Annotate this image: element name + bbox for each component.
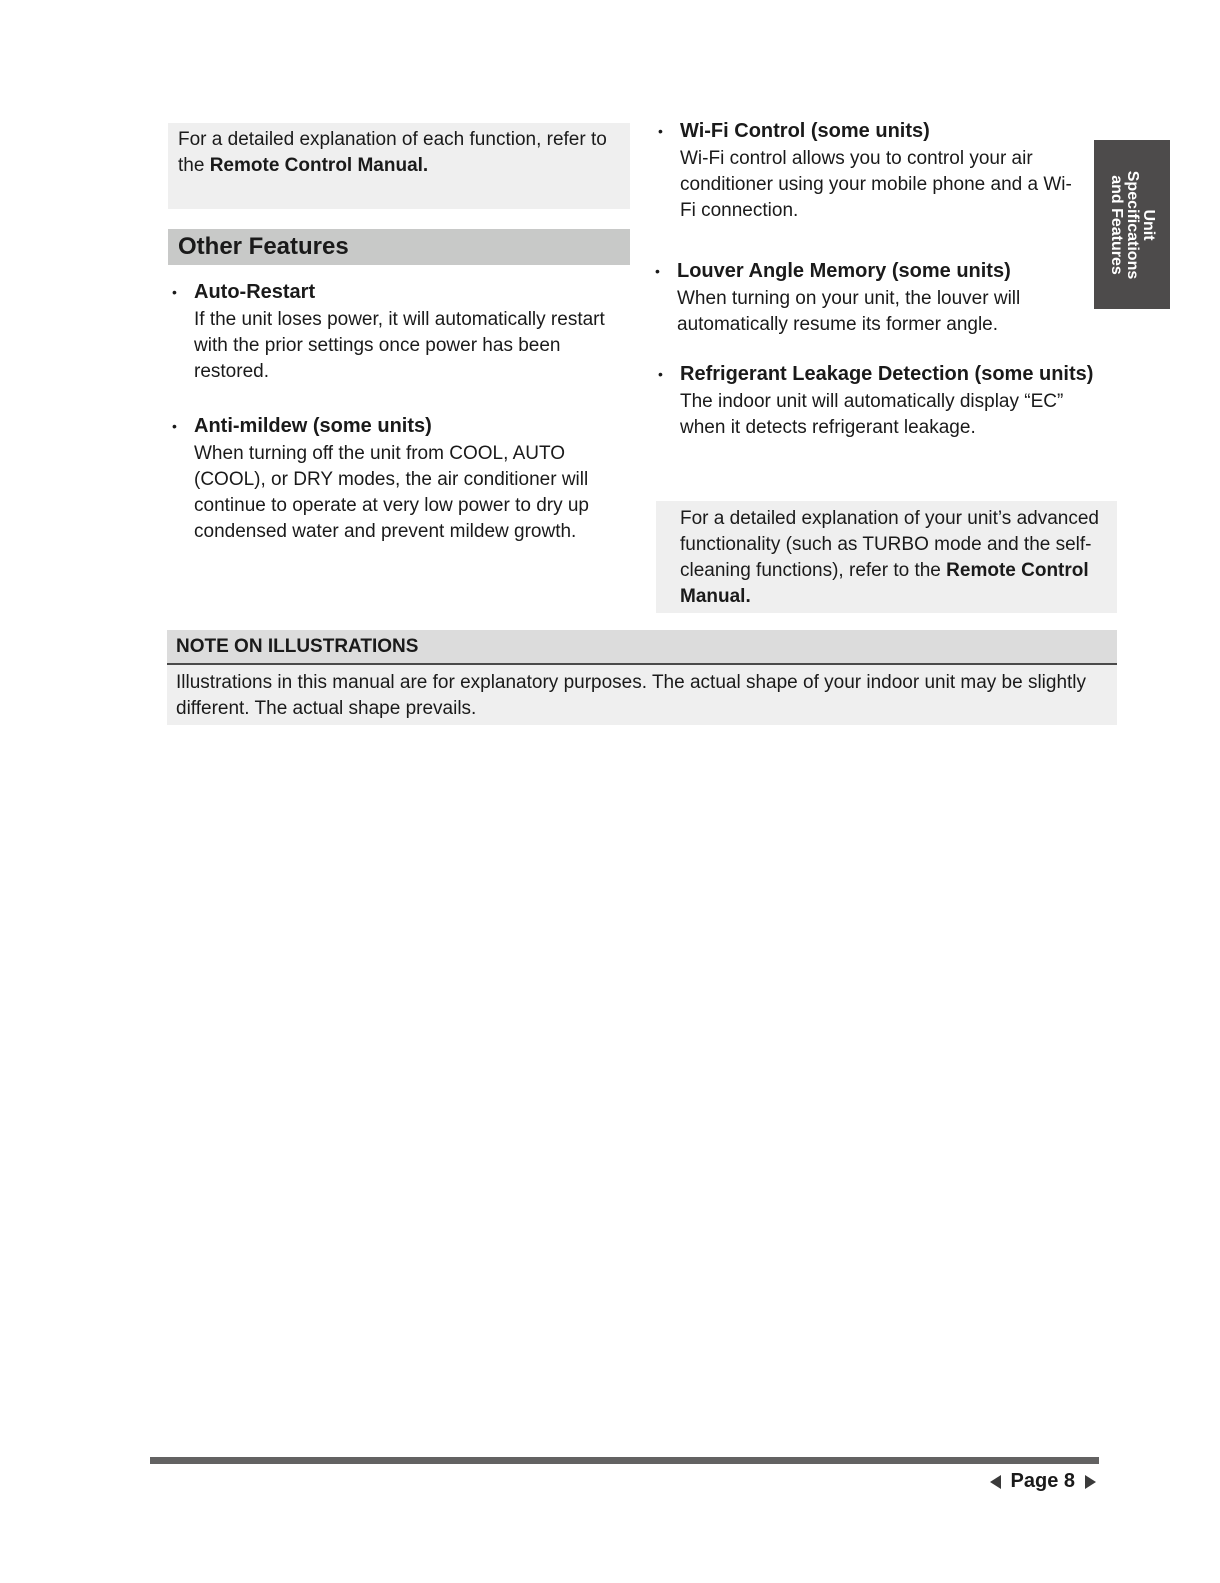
section-side-tab[interactable] (1094, 140, 1170, 309)
page-number: Page 8 (1010, 1470, 1075, 1492)
feature-body: The indoor unit will automatically display “EC” when it detects refrigerant leakage. (680, 391, 1064, 438)
right-note-text: For a detailed explanation of your unit’s advanced functionality (such as TURBO mode and the self-cleaning functions), refer to the (680, 508, 1099, 581)
feature-wifi-control (658, 118, 1080, 224)
feature-anti-mildew (172, 413, 630, 545)
feature-title: Louver Angle Memory (some units) (677, 260, 1011, 282)
feature-body: Wi-Fi control allows you to control your air conditioner using your mobile phone and a Wi-Fi connection. (680, 148, 1072, 221)
feature-body: When turning on your unit, the louver will automatically resume its former angle. (677, 288, 1021, 335)
illustrations-note-heading: NOTE ON ILLUSTRATIONS (167, 630, 1117, 665)
top-note-text: For a detailed explanation of each function, refer to the (178, 129, 607, 176)
illustrations-note (167, 630, 1117, 725)
bullet-icon: • (172, 418, 177, 434)
bullet-icon: • (658, 366, 663, 382)
feature-auto-restart (172, 279, 630, 385)
side-tab-label: Unit Specifications and Features (1108, 170, 1158, 279)
previous-page-arrow-icon[interactable] (990, 1475, 1001, 1489)
feature-title: Anti-mildew (some units) (194, 415, 432, 437)
feature-body: If the unit loses power, it will automatically restart with the prior settings once power has been restored. (194, 309, 605, 382)
bullet-icon: • (172, 284, 177, 300)
illustrations-note-body: Illustrations in this manual are for explanatory purposes. The actual shape of your indoor unit may be slightly different. The actual shape prevails. (167, 665, 1117, 725)
footer-rule (150, 1457, 1099, 1464)
advanced-functionality-note (656, 501, 1117, 613)
feature-title: Wi-Fi Control (some units) (680, 120, 930, 142)
right-note-bold: Remote Control Manual. (680, 560, 1089, 607)
feature-louver-angle-memory (655, 258, 1082, 338)
bullet-icon: • (655, 263, 660, 279)
feature-body: When turning off the unit from COOL, AUTO (COOL), or DRY modes, the air conditioner will continue to operate at very low power to dry up condensed water and prevent mildew growth. (194, 443, 590, 542)
page-navigation (990, 1470, 1096, 1493)
other-features-heading: Other Features (168, 229, 630, 265)
feature-refrigerant-leakage (658, 361, 1100, 441)
top-note-bold: Remote Control Manual. (209, 155, 429, 176)
top-note-box (168, 123, 630, 209)
bullet-icon: • (658, 123, 663, 139)
feature-title: Refrigerant Leakage Detection (some units) (680, 363, 1094, 385)
next-page-arrow-icon[interactable] (1085, 1475, 1096, 1489)
feature-title: Auto-Restart (194, 281, 316, 303)
